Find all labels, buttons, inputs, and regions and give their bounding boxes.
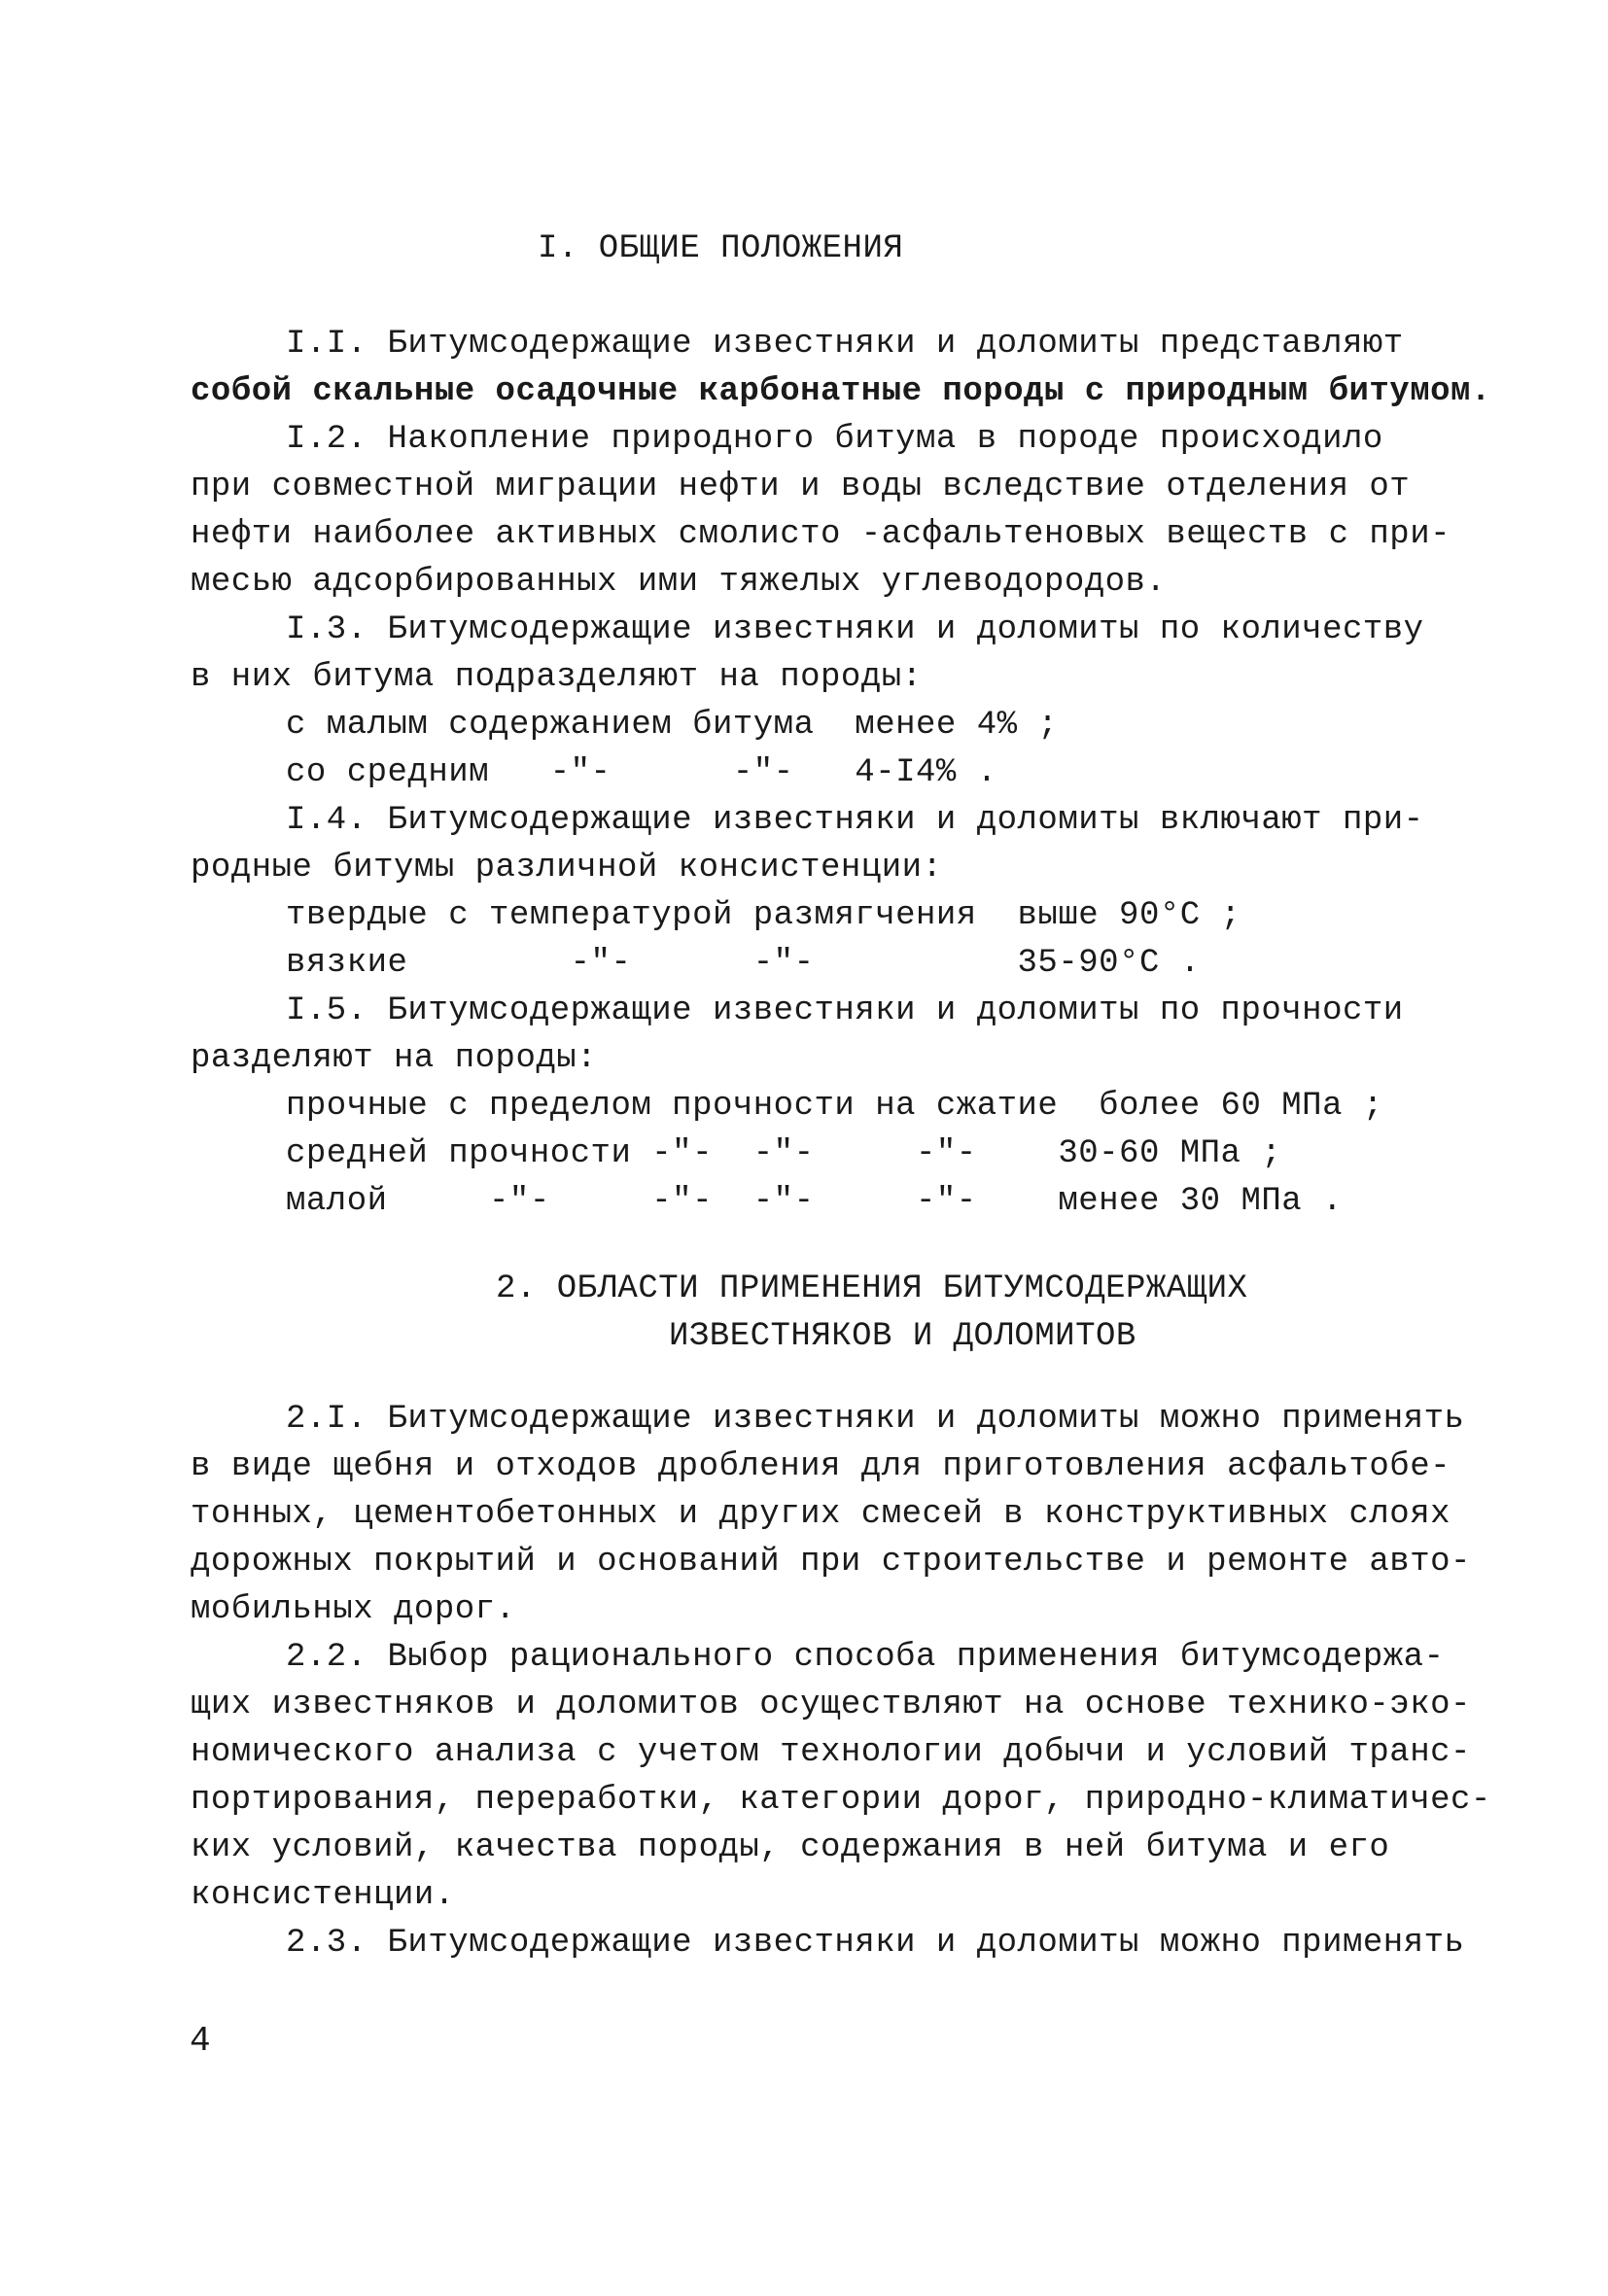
paragraph-line: собой скальные осадочные карбонатные породы с природным битумом. <box>191 373 1491 410</box>
paragraph-line: консистенции. <box>191 1877 455 1914</box>
paragraph-line: портирования, переработки, категории дорог, природно-климатичес- <box>191 1782 1491 1819</box>
paragraph-line: щих известняков и доломитов осуществляют на основе технико-эко- <box>191 1687 1471 1723</box>
paragraph-line: I.3. Битумсодержащие известняки и доломиты по количеству <box>286 611 1424 648</box>
section-2-heading-line-1: 2. ОБЛАСТИ ПРИМЕНЕНИЯ БИТУМСОДЕРЖАЩИХ <box>496 1270 1248 1307</box>
paragraph-line: дорожных покрытий и оснований при строительстве и ремонте авто- <box>191 1544 1471 1581</box>
paragraph-line: тонных, цементобетонных и других смесей в конструктивных слоях <box>191 1496 1451 1533</box>
list-line: средней прочности -"- -"- -"- 30-60 МПа ; <box>286 1135 1282 1172</box>
list-line: твердые с температурой размягчения выше 90°C ; <box>286 897 1241 934</box>
paragraph-line: мобильных дорог. <box>191 1591 516 1628</box>
paragraph-line: I.I. Битумсодержащие известняки и доломиты представляют <box>286 326 1404 363</box>
section-2-heading-line-2: ИЗВЕСТНЯКОВ И ДОЛОМИТОВ <box>669 1318 1136 1355</box>
paragraph-line: при совместной миграции нефти и воды вследствие отделения от <box>191 469 1411 505</box>
paragraph-line: номического анализа с учетом технологии добычи и условий транс- <box>191 1734 1471 1771</box>
paragraph-line: I.2. Накопление природного битума в породе происходило <box>286 421 1383 458</box>
paragraph-line: 2.I. Битумсодержащие известняки и доломиты можно применять <box>286 1401 1465 1438</box>
paragraph-line: I.4. Битумсодержащие известняки и доломиты включают при- <box>286 802 1424 839</box>
paragraph-line: I.5. Битумсодержащие известняки и доломиты по прочности <box>286 992 1404 1029</box>
paragraph-line: 2.2. Выбор рационального способа применения битумсодержа- <box>286 1639 1445 1676</box>
paragraph-line: ких условий, качества породы, содержания в ней битума и его <box>191 1829 1390 1866</box>
paragraph-line: месью адсорбированных ими тяжелых углеводородов. <box>191 564 1167 601</box>
paragraph-line: нефти наиболее активных смолисто -асфальтеновых веществ с при- <box>191 516 1451 553</box>
section-1-heading: I. ОБЩИЕ ПОЛОЖЕНИЯ <box>538 230 904 267</box>
list-line: со средним -"- -"- 4-I4% . <box>286 754 997 791</box>
paragraph-line: разделяют на породы: <box>191 1040 598 1077</box>
paragraph-line: родные битумы различной консистенции: <box>191 850 943 887</box>
page-number: 4 <box>190 2021 211 2061</box>
list-line: вязкие -"- -"- 35-90°C . <box>286 945 1201 982</box>
list-line: прочные с пределом прочности на сжатие более 60 МПа ; <box>286 1088 1383 1125</box>
list-line: с малым содержанием битума менее 4% ; <box>286 707 1059 744</box>
paragraph-line: в виде щебня и отходов дробления для приготовления асфальтобе- <box>191 1448 1451 1485</box>
list-line: малой -"- -"- -"- -"- менее 30 МПа . <box>286 1183 1343 1220</box>
paragraph-line: в них битума подразделяют на породы: <box>191 659 923 696</box>
paragraph-line: 2.3. Битумсодержащие известняки и доломиты можно применять <box>286 1925 1465 1962</box>
